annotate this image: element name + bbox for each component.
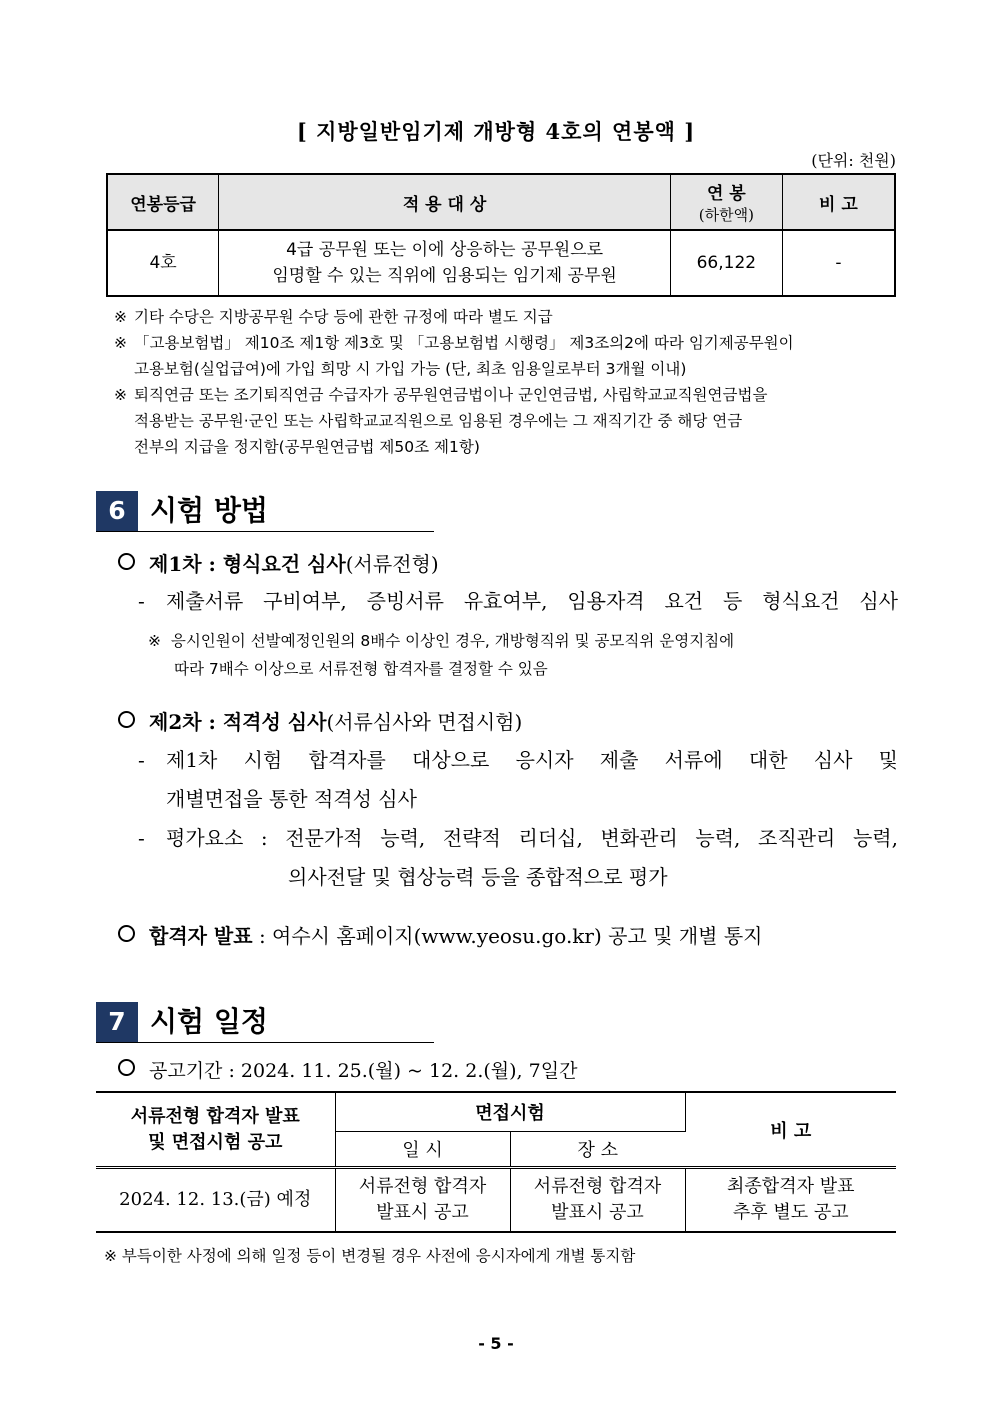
exam-stage-1-detail: - 제출서류 구비여부, 증빙서류 유효여부, 임용자격 요건 등 형식요건 심사 <box>138 589 898 613</box>
exam-stage-1: 제1차 : 형식요건 심사(서류전형) <box>118 548 439 577</box>
section-7-title: 시험 일정 <box>150 1005 268 1038</box>
salary-header-grade: 연봉등급 <box>107 174 219 230</box>
salary-target-cell: 4급 공무원 또는 이에 상응하는 공무원으로 임명할 수 있는 직위에 임용되는 임기제 공무원 <box>219 230 671 296</box>
salary-amount-cell: 66,122 <box>670 230 782 296</box>
schedule-header-datetime: 일 시 <box>335 1132 510 1168</box>
schedule-header-note: 비 고 <box>685 1092 896 1168</box>
section-7-number: 7 <box>96 1002 138 1042</box>
schedule-header-announce: 서류전형 합격자 발표 및 면접시험 공고 <box>96 1092 335 1168</box>
salary-unit-label: (단위: 천원) <box>811 151 896 170</box>
circle-bullet-icon <box>118 1059 135 1076</box>
salary-header-note: 비 고 <box>782 174 895 230</box>
circle-bullet-icon <box>118 925 135 942</box>
salary-table-title: [ 지방일반임기제 개방형 4호의 연봉액 ] <box>296 119 696 144</box>
salary-header-salary: 연 봉 (하한액) <box>670 174 782 230</box>
section-6-header <box>96 491 434 532</box>
table-row <box>96 1168 896 1233</box>
salary-note-2: ※ 「고용보험법」 제10조 제1항 제3호 및 「고용보험법 시행령」 제3조의2에 따라 임기제공무원이 고용보험(실업급여)에 가입 희망 시 가입 가능 (단, 최초 임용일로부터 3개월 이내) <box>114 334 794 378</box>
schedule-datetime-cell: 서류전형 합격자 발표시 공고 <box>335 1168 510 1233</box>
exam-stage-2: 제2차 : 적격성 심사(서류심사와 면접시험) <box>118 706 522 735</box>
schedule-header-place: 장 소 <box>510 1132 685 1168</box>
schedule-header-interview: 면접시험 <box>335 1092 685 1132</box>
exam-stage-2-evaluation: - 평가요소 : 전문가적 능력, 전략적 리더십, 변화관리 능력, 조직관리 능력, 의사전달 및 협상능력 등을 종합적으로 평가 <box>138 826 898 889</box>
salary-note-1: ※ 기타 수당은 지방공무원 수당 등에 관한 규정에 따라 별도 지급 <box>114 308 553 326</box>
announcement-period: 공고기간 : 2024. 11. 25.(월) ~ 12. 2.(월), 7일간 <box>118 1056 577 1083</box>
table-row <box>107 230 895 296</box>
salary-header-target: 적 용 대 상 <box>219 174 671 230</box>
section-7-header <box>96 1002 434 1043</box>
exam-stage-1-note: ※ 응시인원이 선발예정인원의 8배수 이상인 경우, 개방형직위 및 공모직위 운영지침에 따라 7배수 이상으로 서류전형 합격자를 결정할 수 있음 <box>148 632 735 678</box>
announcement-line: 합격자 발표 : 여수시 홈페이지(www.yeosu.go.kr) 공고 및 개별 통지 <box>118 920 762 949</box>
section-6-number: 6 <box>96 491 138 531</box>
salary-table <box>106 173 896 297</box>
schedule-footnote: ※ 부득이한 사정에 의해 일정 등이 변경될 경우 사전에 응시자에게 개별 통지함 <box>104 1247 636 1265</box>
salary-header-sub: (하한액) <box>698 206 754 224</box>
schedule-date-cell: 2024. 12. 13.(금) 예정 <box>96 1168 335 1233</box>
schedule-table <box>96 1091 896 1233</box>
schedule-note-cell: 최종합격자 발표 추후 별도 공고 <box>727 1176 855 1223</box>
circle-bullet-icon <box>118 553 135 570</box>
salary-note-3: ※ 퇴직연금 또는 조기퇴직연금 수급자가 공무원연금법이나 군인연금법, 사립학교교직원연금법을 적용받는 공무원·군인 또는 사립학교교직원으로 임용된 경우에는 그 재직기간 중 해당 연금 전부의 지급을 정지함(공무원연금법 제50조 제1항) <box>114 386 768 456</box>
exam-stage-2-detail: - 제1차 시험 합격자를 대상으로 응시자 제출 서류에 대한 심사 및 개별면접을 통한 적격성 심사 <box>138 748 898 811</box>
circle-bullet-icon <box>118 711 135 728</box>
salary-grade-cell: 4호 <box>107 230 219 296</box>
section-6-title: 시험 방법 <box>150 494 268 527</box>
salary-note-cell: - <box>782 230 895 296</box>
schedule-place-cell: 서류전형 합격자 발표시 공고 <box>510 1168 685 1233</box>
page-number: - 5 - <box>478 1334 514 1353</box>
